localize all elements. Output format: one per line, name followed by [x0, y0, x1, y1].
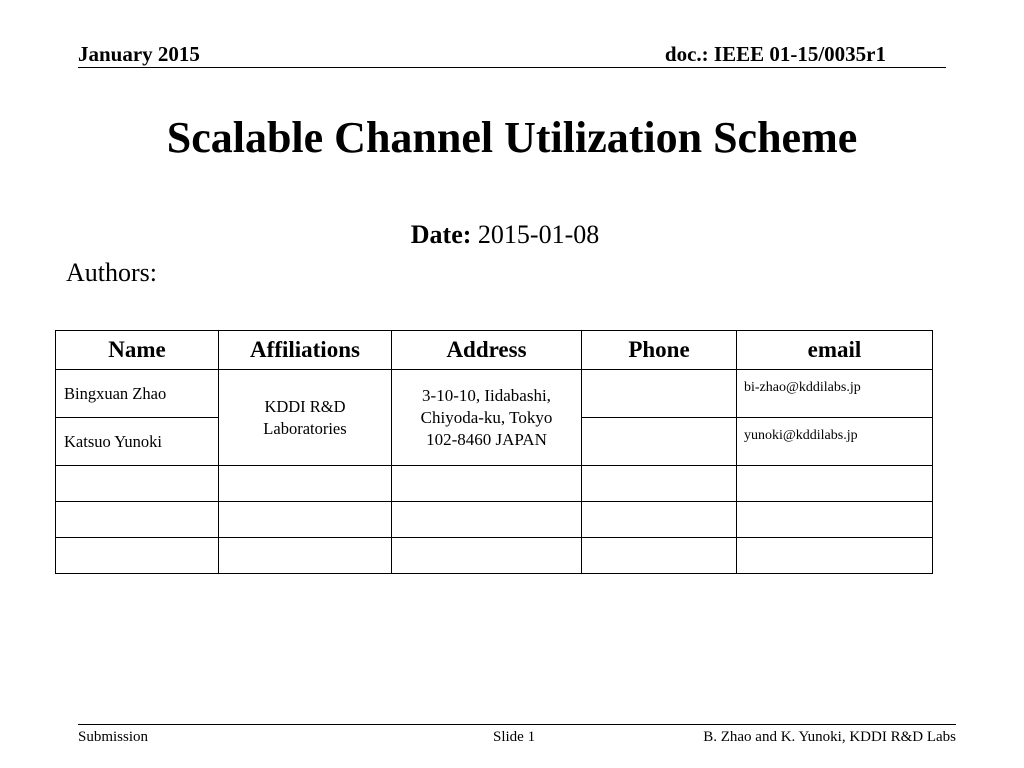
table-header-row — [56, 331, 933, 370]
author-affiliation — [219, 370, 392, 466]
empty-cell — [582, 538, 737, 574]
author-name: Bingxuan Zhao — [56, 370, 219, 418]
date-value: 2015-01-08 — [477, 220, 600, 249]
empty-cell — [582, 502, 737, 538]
address-line: 102-8460 JAPAN — [426, 429, 547, 449]
column-header-affiliations: Affiliations — [219, 331, 392, 370]
table-row-empty — [56, 538, 933, 574]
authors-label: Authors: — [66, 258, 157, 287]
footer-submission: Submission — [78, 729, 149, 745]
author-address — [392, 370, 582, 466]
author-phone — [582, 370, 737, 418]
empty-cell — [56, 538, 219, 574]
empty-cell — [392, 502, 582, 538]
authors-table — [55, 330, 933, 574]
empty-cell — [219, 538, 392, 574]
author-email: yunoki@kddilabs.jp — [737, 418, 933, 466]
date-line — [0, 220, 1010, 250]
empty-cell — [737, 538, 933, 574]
empty-cell — [737, 466, 933, 502]
column-header-email: email — [737, 331, 933, 370]
author-email: bi-zhao@kddilabs.jp — [737, 370, 933, 418]
header-rule — [78, 67, 946, 68]
empty-cell — [219, 502, 392, 538]
footer-authors: B. Zhao and K. Yunoki, KDDI R&D Labs — [703, 729, 956, 745]
empty-cell — [582, 466, 737, 502]
footer-slide-number: Slide 1 — [493, 729, 536, 745]
affiliation-line: Laboratories — [263, 418, 347, 438]
author-phone — [582, 418, 737, 466]
column-header-address: Address — [392, 331, 582, 370]
header-doc-id: doc.: IEEE 01-15/0035r1 — [664, 42, 886, 66]
date-label: Date: — [410, 220, 472, 249]
empty-cell — [56, 466, 219, 502]
table-row — [56, 370, 933, 418]
header-date: January 2015 — [78, 42, 200, 66]
empty-cell — [56, 502, 219, 538]
empty-cell — [219, 466, 392, 502]
table-row-empty — [56, 502, 933, 538]
column-header-name: Name — [56, 331, 219, 370]
column-header-phone: Phone — [582, 331, 737, 370]
address-line: 3-10-10, Iidabashi, — [422, 385, 551, 405]
affiliation-line: KDDI R&D — [264, 396, 346, 416]
empty-cell — [392, 538, 582, 574]
slide-title: Scalable Channel Utilization Scheme — [166, 113, 858, 162]
table-row-empty — [56, 466, 933, 502]
empty-cell — [392, 466, 582, 502]
footer-rule — [78, 724, 956, 725]
empty-cell — [737, 502, 933, 538]
address-line: Chiyoda-ku, Tokyo — [420, 407, 553, 427]
author-name: Katsuo Yunoki — [56, 418, 219, 466]
